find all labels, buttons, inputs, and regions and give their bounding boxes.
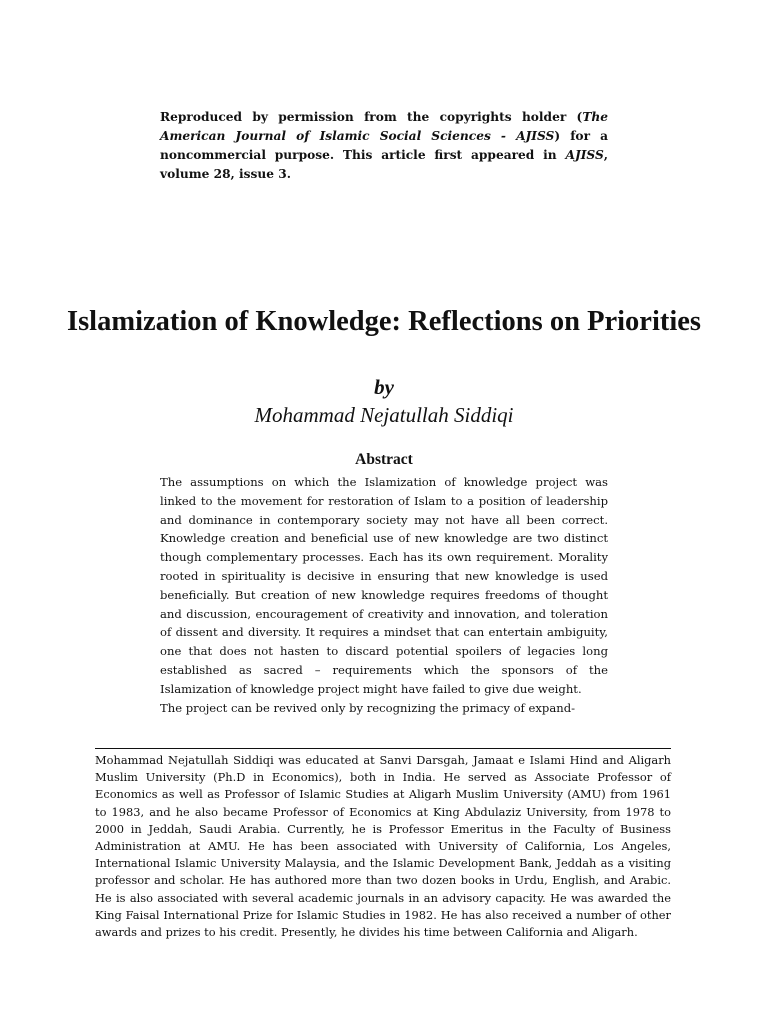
permission-text-3: , volume 28, issue 3. xyxy=(160,148,608,181)
abstract-paragraph: The assumptions on which the Islamization of knowledge project was linked to the movement for restoration of Islam to a position of leadership and dominance in contemporary society may not have all been correct. Knowledge creation and beneficial use of new knowledge are two distinct though complementary processes. Each has its own requirement. Morality rooted in spirituality is decisive in ensuring that new knowledge is used beneficially. But creation of new knowledge requires freedoms of thought and discussion, encouragement of creativity and innovation, and toleration of dissent and diversity. It requires a mindset that can entertain ambiguity, one that does not hasten to discard potential spoilers of legacies long established as sacred – requirements which the sponsors of the Islamization of knowledge project might have failed to give due weight. xyxy=(160,475,608,696)
abstract-heading: Abstract xyxy=(355,451,413,468)
permission-text-2: ) for a noncommercial purpose. This article first appeared in xyxy=(160,129,608,162)
author-name: Mohammad Nejatullah Siddiqi xyxy=(254,403,514,427)
journal-abbreviation: AJISS xyxy=(565,148,604,162)
abstract-paragraph-continued: The project can be revived only by recognizing the primacy of expand- xyxy=(160,700,576,715)
footnote-divider xyxy=(95,748,671,749)
permission-notice xyxy=(160,108,608,184)
article-title: Islamization of Knowledge: Reflections on Priorities xyxy=(66,306,702,337)
byline-by: by xyxy=(374,375,394,399)
journal-name: The American Journal of Islamic Social Sciences - AJISS xyxy=(160,110,608,143)
abstract-body xyxy=(160,473,608,717)
author-footnote: Mohammad Nejatullah Siddiqi was educated at Sanvi Darsgah, Jamaat e Islami Hind and Aligarh Muslim University (Ph.D in Economics), both in India. He served as Associate Professor of Economics as well as Professor of Islamic Studies at Aligarh Muslim University (AMU) from 1961 to 1983, and he also became Professor of Economics at King Abdulaziz University, from 1978 to 2000 in Jeddah, Saudi Arabia. Currently, he is Professor Emeritus in the Faculty of Business Administration at AMU. He has been associated with University of California, Los Angeles, International Islamic University Malaysia, and the Islamic Development Bank, Jeddah as a visiting professor and scholar. He has authored more than two dozen books in Urdu, English, and Arabic. He is also associated with several academic journals in an advisory capacity. He was awarded the King Faisal International Prize for Islamic Studies in 1982. He has also received a number of other awards and prizes to his credit. Presently, he divides his time between California and Aligarh. xyxy=(95,753,671,940)
permission-text-1: Reproduced by permission from the copyrights holder ( xyxy=(160,110,583,124)
